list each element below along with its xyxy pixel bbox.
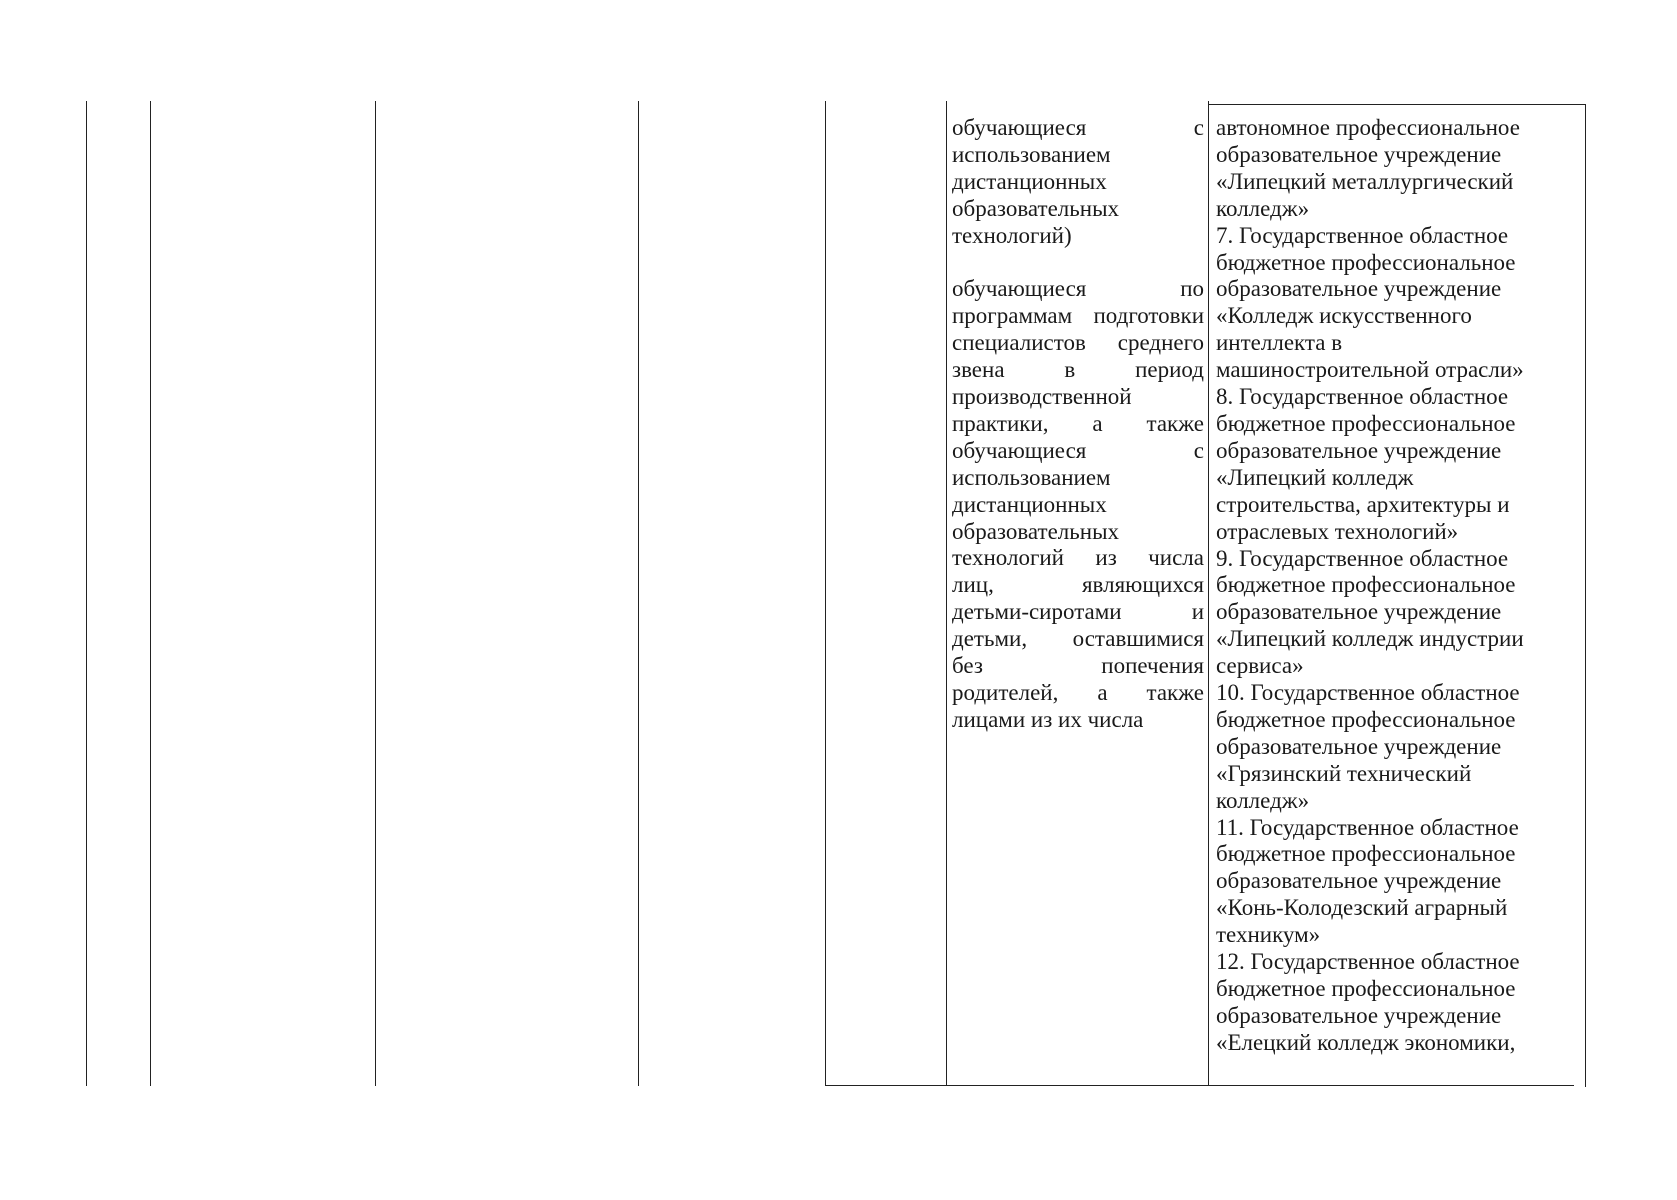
table-right-top-rule: [1208, 104, 1586, 105]
table-right-rule-2: [946, 101, 947, 1085]
table-right-rule-3: [1208, 101, 1209, 1085]
conditions-word: с: [1193, 115, 1204, 140]
conditions-line: [952, 303, 1204, 330]
conditions-line: [952, 438, 1204, 465]
institution-line: автономное профессиональное: [1216, 115, 1520, 140]
institution-line: образовательное учреждение: [1216, 437, 1502, 463]
conditions-word: среднего: [1117, 330, 1204, 356]
conditions-word: без: [952, 653, 983, 679]
conditions-word: период: [1135, 357, 1204, 383]
table-left-rule-4: [638, 101, 639, 1086]
institution-line: машиностроительной отрасли»: [1216, 357, 1524, 383]
institution-line: образовательное учреждение: [1216, 733, 1502, 759]
institution-line: образовательное учреждение: [1216, 276, 1502, 302]
institution-line: 10. Государственное областное: [1216, 680, 1520, 706]
institution-line: образовательное учреждение: [1216, 599, 1502, 625]
institution-line: «Липецкий металлургический: [1216, 168, 1514, 194]
conditions-word: технологий: [952, 545, 1064, 571]
conditions-word: по: [1180, 276, 1204, 302]
conditions-word: специалистов: [952, 330, 1086, 356]
conditions-line: [952, 357, 1204, 384]
conditions-line: лицами из их числа: [952, 706, 1144, 732]
conditions-word: являющихся: [1081, 572, 1204, 598]
institution-line: образовательное учреждение: [1216, 868, 1502, 894]
conditions-word: звена: [952, 357, 1005, 383]
conditions-line: использованием: [952, 464, 1111, 490]
institution-line: техникум»: [1216, 922, 1321, 948]
table-left-rule-2: [150, 101, 151, 1086]
conditions-word: числа: [1148, 545, 1204, 571]
institution-line: бюджетное профессиональное: [1216, 976, 1516, 1001]
table-right-bottom-rule: [825, 1085, 1574, 1086]
table-right-rule-4: [1585, 105, 1586, 1087]
table-right-rule-1: [825, 101, 826, 1085]
conditions-word: оставшимися: [1072, 626, 1204, 652]
conditions-word: лиц,: [952, 572, 994, 598]
institution-line: образовательное учреждение: [1216, 141, 1502, 167]
institution-line: бюджетное профессиональное: [1216, 410, 1516, 436]
institution-line: колледж»: [1216, 787, 1310, 813]
conditions-word: из: [1095, 545, 1117, 571]
conditions-word: в: [1064, 357, 1076, 383]
conditions-line: образовательных: [952, 518, 1120, 544]
conditions-line: [952, 626, 1204, 653]
conditions-word: также: [1146, 410, 1204, 436]
institution-line: «Конь-Колодезский аграрный: [1216, 895, 1508, 921]
institution-line: отраслевых технологий»: [1216, 518, 1459, 544]
table-left-rule-3: [375, 101, 376, 1086]
institution-line: «Елецкий колледж экономики,: [1216, 1029, 1516, 1055]
institution-line: 9. Государственное областное: [1216, 545, 1509, 571]
institution-line: бюджетное профессиональное: [1216, 249, 1516, 275]
conditions-word: детьми,: [952, 626, 1028, 652]
institution-line: сервиса»: [1216, 653, 1304, 679]
conditions-word: обучающиеся: [952, 115, 1087, 140]
conditions-word: детьми-сиротами: [952, 599, 1122, 625]
conditions-line: дистанционных: [952, 491, 1107, 517]
institution-line: 11. Государственное областное: [1216, 814, 1519, 840]
conditions-line: производственной: [952, 384, 1132, 410]
conditions-word: программам: [952, 303, 1073, 329]
conditions-word: также: [1146, 680, 1204, 706]
institution-line: «Колледж искусственного: [1216, 303, 1472, 329]
institution-line: строительства, архитектуры и: [1216, 491, 1510, 517]
conditions-line: дистанционных: [952, 168, 1107, 194]
institution-line: бюджетное профессиональное: [1216, 706, 1516, 732]
paragraph-gap: [952, 250, 1204, 277]
institution-line: бюджетное профессиональное: [1216, 572, 1516, 598]
institution-line: «Грязинский технический: [1216, 760, 1472, 786]
conditions-line: [952, 653, 1204, 680]
institution-line: 12. Государственное областное: [1216, 949, 1520, 975]
conditions-word: обучающиеся: [952, 276, 1087, 302]
institution-line: колледж»: [1216, 195, 1310, 221]
conditions-word: с: [1193, 437, 1204, 463]
conditions-word: обучающиеся: [952, 437, 1087, 463]
institutions-cell: [1216, 115, 1582, 1057]
conditions-line: [952, 599, 1204, 626]
conditions-word: и: [1191, 599, 1204, 625]
conditions-line: [952, 572, 1204, 599]
conditions-word: практики,: [952, 410, 1049, 436]
conditions-line: использованием: [952, 141, 1111, 167]
conditions-word: родителей,: [952, 680, 1059, 706]
conditions-line: технологий): [952, 222, 1072, 248]
conditions-line: [952, 680, 1204, 707]
institution-line: «Липецкий колледж: [1216, 464, 1414, 490]
conditions-cell: [952, 115, 1204, 734]
institution-line: 8. Государственное областное: [1216, 384, 1509, 410]
conditions-line: образовательных: [952, 195, 1120, 221]
conditions-word: а: [1092, 410, 1103, 436]
conditions-word: а: [1097, 680, 1108, 706]
conditions-line: [952, 411, 1204, 438]
institution-line: «Липецкий колледж индустрии: [1216, 626, 1524, 652]
institution-line: 7. Государственное областное: [1216, 222, 1509, 248]
institution-line: интеллекта в: [1216, 330, 1343, 356]
conditions-word: подготовки: [1093, 303, 1204, 329]
conditions-line: [952, 276, 1204, 303]
institution-line: бюджетное профессиональное: [1216, 841, 1516, 867]
conditions-line: [952, 545, 1204, 572]
conditions-word: попечения: [1101, 653, 1204, 679]
institution-line: образовательное учреждение: [1216, 1002, 1502, 1028]
conditions-line: [952, 330, 1204, 357]
conditions-line: [952, 115, 1204, 142]
table-left-rule-1: [86, 101, 87, 1086]
